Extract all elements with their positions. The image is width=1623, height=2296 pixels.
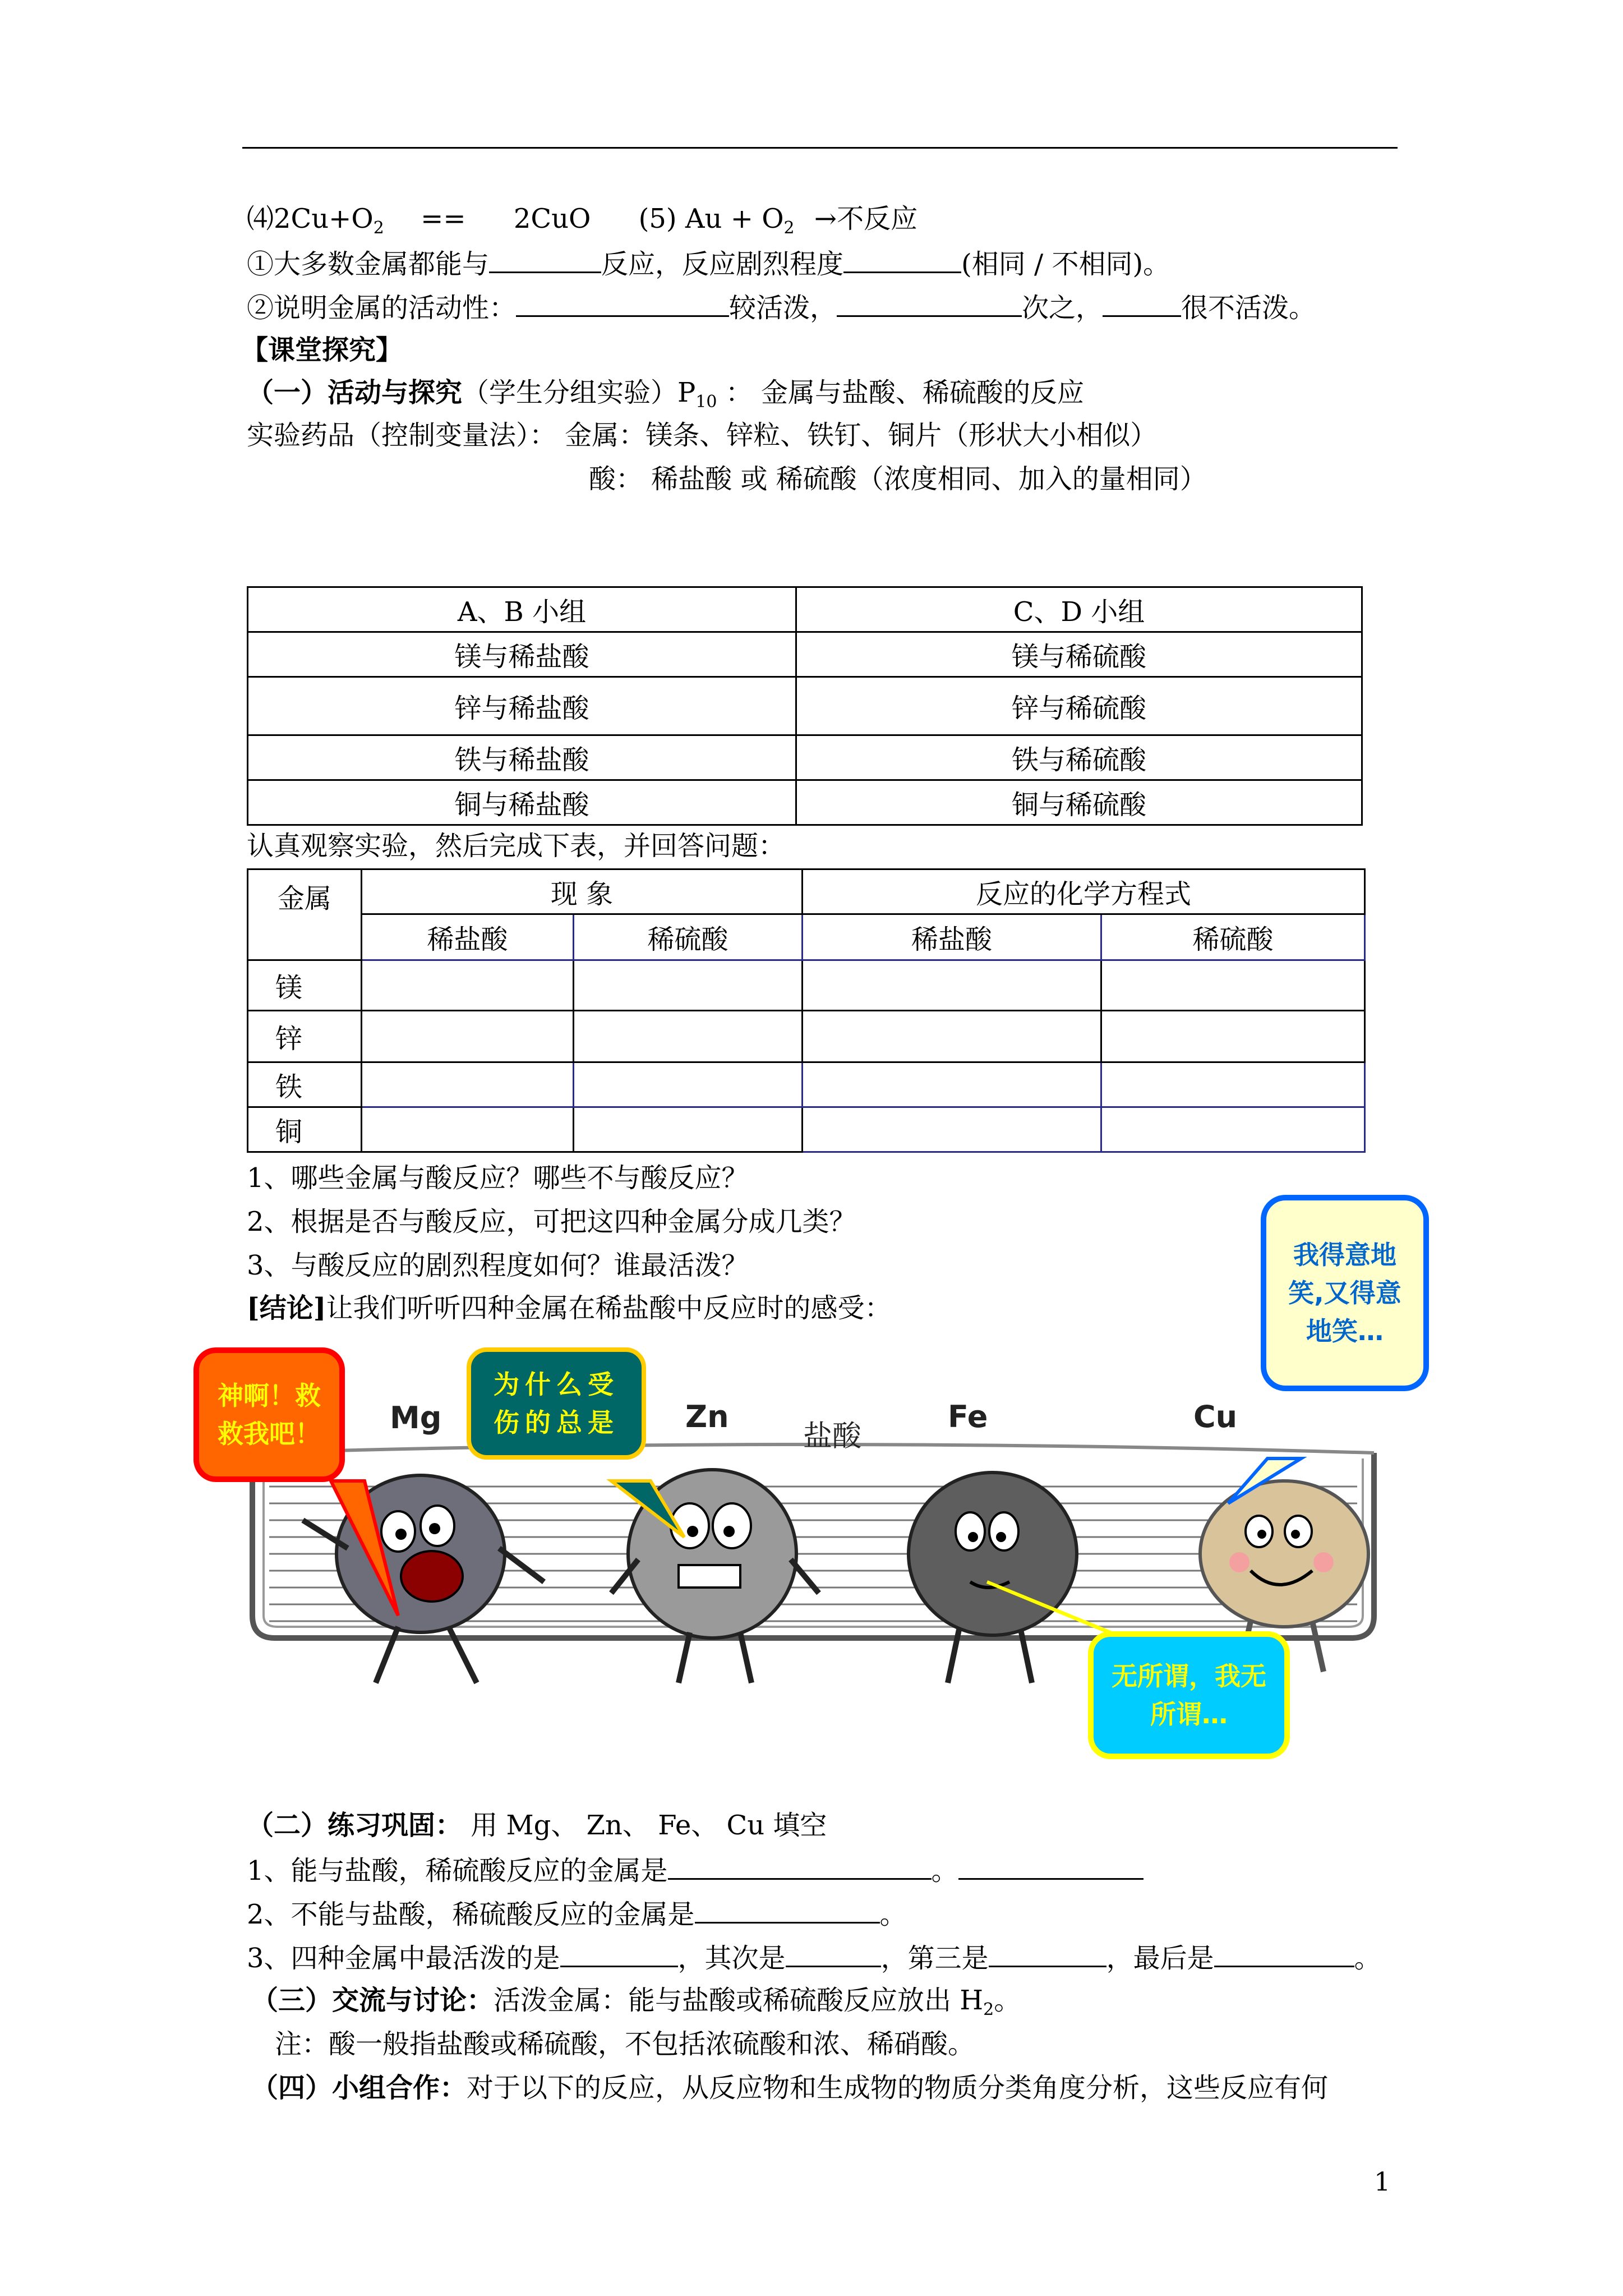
conclusion-text: 让我们听听四种金属在稀盐酸中反应时的感受： (326, 1292, 892, 1324)
metal-label (248, 1011, 362, 1062)
p2-text-b: 。 (879, 1899, 907, 1930)
question-line-1 (247, 246, 1170, 281)
equation-line (247, 202, 917, 245)
page-number: 1 (1374, 2166, 1391, 2197)
answer-cell[interactable] (1101, 1107, 1365, 1152)
bubble-mg (193, 1347, 345, 1482)
section-title: 【课堂探究】 (241, 334, 403, 366)
discuss-text: 活泼金属：能与盐酸或稀硫酸反应放出 H (494, 1985, 984, 2016)
q2-text-c: 次之， (1022, 292, 1103, 324)
p2-blank-1[interactable] (695, 1896, 880, 1924)
group-header-ab: A、B 小组 (248, 587, 796, 632)
q1-text-c: (相同 / 不相同)。 (961, 249, 1170, 280)
group-cell: 铁与稀盐酸 (248, 735, 796, 780)
q1-text-a: ①大多数金属都能与 (247, 249, 490, 280)
discuss-line (251, 1984, 1021, 2027)
eq5: (5) Au + O (638, 203, 784, 234)
answer-cell[interactable] (1101, 1062, 1365, 1107)
answer-cell[interactable] (362, 1062, 574, 1107)
bubble-mg-text: 神啊！救救我吧！ (218, 1381, 321, 1449)
coop-line (251, 2071, 1328, 2105)
p3-text-e: 。 (1354, 1943, 1381, 1974)
result-table (247, 868, 1366, 1153)
p3-text-c: ，第三是 (880, 1943, 989, 1974)
practice-line (247, 1809, 827, 1842)
p3-blank-4[interactable] (1214, 1940, 1354, 1967)
metal-fe: 铁 (275, 1071, 303, 1103)
eq4-product: 2CuO (513, 203, 591, 234)
q1-text-b: 反应，反应剧烈程度 (601, 249, 844, 280)
sub-header: 稀硫酸 (1101, 914, 1365, 960)
metal-cu: 铜 (275, 1116, 303, 1148)
observe-text: 认真观察实验，然后完成下表，并回答问题： (247, 830, 786, 862)
label-acid: 盐酸 (803, 1420, 862, 1453)
practice-item-2 (247, 1896, 907, 1931)
q1-blank-2[interactable] (843, 246, 961, 273)
q2-text-a: ②说明金属的活动性： (247, 292, 517, 324)
metal-label (248, 1107, 362, 1152)
group-cell: 镁与稀硫酸 (796, 632, 1362, 677)
bubble-zn (467, 1347, 646, 1460)
label-cu: Cu (1193, 1399, 1238, 1434)
practice-rest: 用 Mg、 Zn、 Fe、 Cu 填空 (462, 1810, 827, 1841)
group-cell: 铁与稀硫酸 (796, 735, 1362, 780)
reagents-line-1: 实验药品（控制变量法）： 金属：镁条、锌粒、铁钉、铜片（形状大小相似） (247, 420, 1158, 451)
eq5-sub: 2 (783, 218, 795, 238)
p3-text-b: ，其次是 (677, 1943, 786, 1974)
answer-cell[interactable] (574, 1062, 803, 1107)
group-cell: 锌与稀硫酸 (796, 677, 1362, 735)
q2-blank-3[interactable] (1103, 289, 1181, 317)
coop-text: 对于以下的反应，从反应物和生成物的物质分类角度分析，这些反应有何 (467, 2072, 1329, 2104)
answer-cell[interactable] (574, 960, 803, 1011)
group-cell: 镁与稀盐酸 (248, 632, 796, 677)
metal-label (248, 960, 362, 1011)
question-line-2 (247, 289, 1316, 325)
reagents-line-2: 酸： 稀盐酸 或 稀硫酸（浓度相同、加入的量相同） (589, 463, 1207, 495)
metal-zn: 锌 (275, 1023, 303, 1055)
answer-cell[interactable] (803, 1107, 1101, 1152)
p3-blank-3[interactable] (989, 1940, 1106, 1967)
q2-blank-1[interactable] (516, 289, 729, 317)
bubble-zn-text: 为什么受伤的总是 (494, 1369, 619, 1438)
p3-blank-1[interactable] (560, 1940, 678, 1967)
bubble-fe-text: 无所谓，我无所谓… (1112, 1661, 1266, 1729)
answer-cell[interactable] (803, 960, 1101, 1011)
coop-label: （四）小组合作： (251, 2072, 467, 2104)
bubble-cu (1261, 1195, 1429, 1391)
metal-mg: 镁 (275, 972, 303, 1004)
answer-cell[interactable] (803, 1062, 1101, 1107)
activity-tail: ： 金属与盐酸、稀硫酸的反应 (717, 377, 1085, 408)
p1-text-b: 。 (931, 1855, 958, 1887)
col-metal-label: 金属 (277, 883, 331, 914)
question-3: 3、与酸反应的剧烈程度如何？谁最活泼？ (247, 1250, 749, 1281)
answer-cell[interactable] (362, 1011, 574, 1062)
activity-sub: 10 (695, 392, 717, 412)
p1-text-a: 1、能与盐酸，稀硫酸反应的金属是 (247, 1855, 668, 1887)
sub-header: 稀盐酸 (362, 914, 574, 960)
header-rule (242, 147, 1398, 149)
eq4-op: == (421, 203, 466, 234)
note-line: 注：酸一般指盐酸或稀硫酸，不包括浓硫酸和浓、稀硝酸。 (275, 2028, 975, 2060)
label-mg: Mg (390, 1400, 442, 1435)
sub-header: 稀硫酸 (574, 914, 803, 960)
answer-cell[interactable] (362, 960, 574, 1011)
conclusion-tag: [结论] (247, 1292, 326, 1324)
p3-text-a: 3、四种金属中最活泼的是 (247, 1943, 560, 1974)
answer-cell[interactable] (803, 1011, 1101, 1062)
group-cell: 锌与稀盐酸 (248, 677, 796, 735)
p1-blank-1[interactable] (668, 1852, 932, 1880)
discuss-label: （三）交流与讨论： (251, 1985, 494, 2016)
answer-cell[interactable] (1101, 960, 1365, 1011)
metal-label (248, 1062, 362, 1107)
col-phenomenon: 现 象 (362, 869, 803, 914)
answer-cell[interactable] (362, 1107, 574, 1152)
answer-cell[interactable] (574, 1107, 803, 1152)
q2-text-d: 很不活泼。 (1181, 292, 1316, 324)
q2-text-b: 较活泼， (729, 292, 837, 324)
fe-character (909, 1473, 1077, 1683)
bubble-fe (1088, 1631, 1290, 1759)
practice-item-3 (247, 1940, 1381, 1975)
question-1: 1、哪些金属与酸反应？哪些不与酸反应？ (247, 1162, 749, 1194)
p1-blank-2[interactable] (958, 1852, 1144, 1880)
sub-header: 稀盐酸 (803, 914, 1101, 960)
q2-blank-2[interactable] (837, 289, 1022, 317)
group-cell: 铜与稀硫酸 (796, 780, 1362, 825)
col-metal (248, 869, 362, 960)
practice-label: （二）练习巩固： (247, 1810, 463, 1841)
col-equation: 反应的化学方程式 (803, 869, 1365, 914)
discuss-end: 。 (994, 1985, 1021, 2016)
activity-rest: （学生分组实验）P (462, 377, 696, 408)
eq4: ⑷2Cu+O (247, 203, 374, 234)
p3-text-d: ，最后是 (1106, 1943, 1214, 1974)
group-cell: 铜与稀盐酸 (248, 780, 796, 825)
eq5-arrow: → (814, 203, 837, 234)
activity-label: （一）活动与探究 (247, 377, 463, 408)
activity-line (247, 376, 1084, 419)
eq5-result: 不反应 (837, 203, 918, 234)
group-table (247, 586, 1363, 826)
question-2: 2、根据是否与酸反应，可把这四种金属分成几类？ (247, 1206, 856, 1237)
group-header-cd: C、D 小组 (796, 587, 1362, 632)
answer-cell[interactable] (574, 1011, 803, 1062)
mg-character (303, 1475, 544, 1683)
bubble-cu-text: 我得意地笑,又得意地笑… (1288, 1240, 1401, 1346)
eq4-sub: 2 (373, 218, 384, 238)
p2-text-a: 2、不能与盐酸，稀硫酸反应的金属是 (247, 1899, 695, 1930)
p3-blank-2[interactable] (786, 1940, 881, 1967)
q1-blank-1[interactable] (489, 246, 601, 273)
discuss-sub: 2 (983, 2000, 994, 2019)
label-fe: Fe (948, 1399, 988, 1434)
answer-cell[interactable] (1101, 1011, 1365, 1062)
label-zn: Zn (685, 1399, 729, 1434)
practice-item-1 (247, 1852, 1144, 1888)
